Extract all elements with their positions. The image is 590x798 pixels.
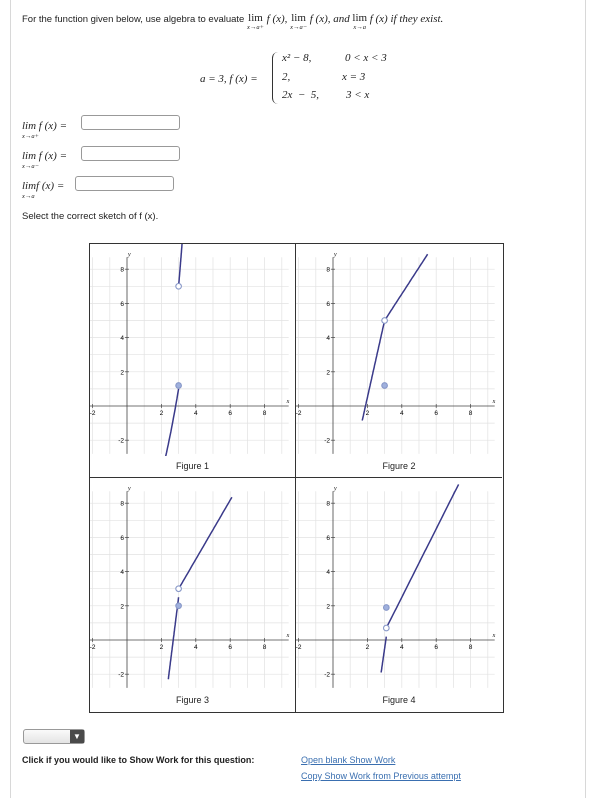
piece-expr-1: x² − 8,	[282, 52, 312, 64]
curve-left-piece	[381, 637, 386, 673]
y-tick-label: 4	[120, 335, 124, 343]
prompt-fx-1: f (x),	[266, 13, 288, 25]
curve-left-piece	[168, 597, 178, 679]
open-blank-show-work-link[interactable]: Open blank Show Work	[301, 755, 396, 765]
y-tick-label: 2	[326, 603, 330, 611]
answer-sub-left: x→a−	[22, 163, 40, 170]
x-tick-label: 8	[468, 410, 473, 417]
copy-show-work-link[interactable]: Copy Show Work from Previous attempt	[301, 771, 461, 781]
x-tick-label: 8	[468, 644, 473, 651]
open-point	[384, 625, 390, 631]
limit-left-notation: lim x→a−	[290, 12, 308, 31]
figure-2-caption: Figure 2	[382, 461, 416, 471]
x-tick-label: 2	[365, 410, 370, 417]
y-tick-label: 6	[326, 534, 330, 542]
figure-3-caption: Figure 3	[175, 695, 210, 705]
piece-cond-2: x = 3	[342, 71, 366, 83]
x-tick-label: 6	[434, 410, 439, 417]
x-tick-label: 6	[228, 644, 233, 651]
answer-label-two-sided: limf (x) =	[22, 180, 65, 192]
y-tick-label: 2	[326, 369, 330, 377]
function-lhs: a = 3, f (x) =	[200, 73, 258, 85]
y-tick-label: 8	[120, 500, 124, 508]
brace-icon	[272, 52, 279, 104]
chevron-down-icon[interactable]: ▼	[70, 730, 84, 743]
figure-3-option[interactable]	[90, 478, 296, 712]
answer-row-left	[22, 150, 67, 170]
x-tick-label: 4	[193, 410, 198, 417]
piece-cond-3: 3 < x	[346, 89, 370, 101]
question-prompt	[22, 13, 443, 31]
prompt-text-end: f (x) if they exist.	[369, 13, 444, 25]
filled-point	[384, 605, 390, 611]
answer-label-right: lim f (x) =	[22, 120, 67, 132]
figure-select-dropdown[interactable]	[23, 729, 85, 744]
limit-right-notation: lim x→a+	[246, 12, 265, 31]
curve-left-piece	[127, 389, 179, 456]
y-tick-label: 8	[326, 500, 330, 508]
right-limit-input[interactable]	[81, 115, 180, 130]
curve-right-piece	[179, 497, 232, 589]
x-tick-label: 6	[434, 644, 439, 651]
y-tick-label: 4	[120, 569, 124, 577]
filled-point	[176, 603, 182, 609]
y-axis-label: y	[128, 486, 131, 493]
x-tick-label: 4	[399, 644, 404, 651]
y-axis-label: y	[334, 486, 337, 493]
open-point	[382, 318, 388, 324]
x-axis-label: x	[286, 399, 290, 405]
x-tick-label: 4	[399, 410, 404, 417]
answer-sub-right: x→a+	[22, 133, 40, 140]
curve-left-piece	[362, 321, 384, 421]
figure-2-graph	[296, 244, 502, 456]
open-point	[176, 586, 182, 592]
curve-right-piece	[179, 244, 182, 286]
y-tick-label: 6	[120, 300, 124, 308]
x-tick-label: 8	[262, 644, 267, 651]
x-tick-label: -2	[296, 410, 302, 417]
x-tick-label: 2	[159, 410, 164, 417]
figure-1-caption: Figure 1	[175, 461, 210, 471]
x-tick-label: 2	[159, 644, 164, 651]
piece-expr-3: 2x − 5,	[282, 89, 320, 101]
answer-label-left: lim f (x) =	[22, 150, 67, 162]
piece-expr-2: 2,	[282, 71, 291, 83]
x-tick-label: 6	[228, 410, 233, 417]
figure-4-caption: Figure 4	[382, 695, 416, 705]
figure-2-option[interactable]	[296, 244, 502, 478]
y-axis-label: y	[128, 252, 131, 259]
x-axis-label: x	[492, 399, 496, 405]
select-sketch-label: Select the correct sketch of f (x).	[22, 211, 159, 222]
x-tick-label: 4	[193, 644, 198, 651]
piece-cond-1: 0 < x < 3	[345, 52, 387, 64]
figure-4-option[interactable]	[296, 478, 502, 712]
left-limit-input[interactable]	[81, 146, 180, 161]
two-sided-limit-input[interactable]	[75, 176, 174, 191]
filled-point	[382, 383, 388, 389]
show-work-prompt: Click if you would like to Show Work for this question:	[22, 755, 255, 765]
y-tick-label: 6	[326, 300, 330, 308]
y-tick-label: 6	[120, 534, 124, 542]
filled-point	[176, 383, 182, 389]
figure-grid	[89, 243, 504, 713]
figure-1-option[interactable]	[90, 244, 296, 478]
prompt-text-start: For the function given below, use algebra to evaluate	[22, 14, 245, 25]
y-tick-label: 8	[326, 266, 330, 274]
curve-right-piece	[385, 254, 428, 320]
limit-two-sided-notation: lim x→a	[352, 12, 368, 31]
prompt-fx-2: f (x), and	[309, 13, 350, 25]
x-axis-label: x	[492, 633, 496, 639]
y-tick-label: 2	[120, 369, 124, 377]
figure-3-graph	[90, 478, 296, 690]
answer-sub-two-sided: x→a	[22, 193, 35, 200]
y-tick-label: 8	[120, 266, 124, 274]
figure-4-graph	[296, 478, 502, 690]
x-tick-label: -2	[296, 644, 302, 651]
y-tick-label: 4	[326, 569, 330, 577]
y-tick-label: 2	[120, 603, 124, 611]
x-axis-label: x	[286, 633, 290, 639]
y-tick-label: -2	[324, 671, 330, 679]
y-tick-label: -2	[118, 671, 124, 679]
x-tick-label: 8	[262, 410, 267, 417]
figure-1-graph	[90, 244, 296, 456]
curve-right-piece	[386, 484, 458, 628]
answer-row-two-sided	[22, 180, 65, 200]
y-axis-label: y	[334, 252, 337, 259]
open-point	[176, 284, 182, 290]
y-tick-label: 4	[326, 335, 330, 343]
x-tick-label: 2	[365, 644, 370, 651]
x-tick-label: -2	[90, 410, 96, 417]
y-tick-label: -2	[324, 437, 330, 445]
answer-row-right	[22, 120, 67, 140]
y-tick-label: -2	[118, 437, 124, 445]
x-tick-label: -2	[90, 644, 96, 651]
